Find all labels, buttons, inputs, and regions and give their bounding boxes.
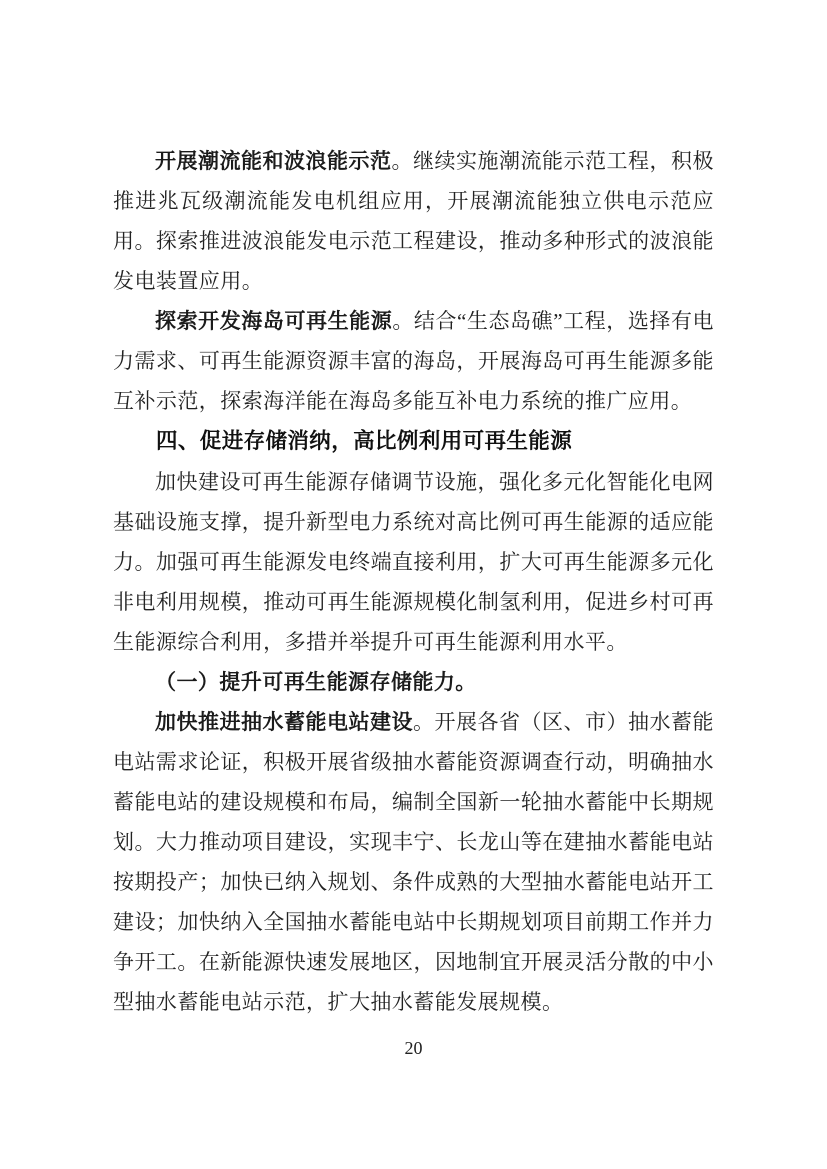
paragraph-lead-bold: 加快推进抽水蓄能电站建设 — [155, 710, 414, 734]
paragraph-tidal-wave-energy-demo — [113, 141, 714, 301]
paragraph-text: 。开展各省（区、市）抽水蓄能电站需求论证，积极开展省级抽水蓄能资源调查行动，明确抽水蓄能电站的建设规模和布局，编制全国新一轮抽水蓄能中长期规划。大力推动项目建设，实现丰宁、长龙山等在建抽水蓄能电站按期投产；加快已纳入规划、条件成熟的大型抽水蓄能电站开工建设；加快纳入全国抽水蓄能电站中长期规划项目前期工作并力争开工。在新能源快速发展地区，因地制宜开展灵活分散的中小型抽水蓄能电站示范，扩大抽水蓄能发展规模。 — [113, 710, 714, 1014]
paragraph-text: 加快建设可再生能源存储调节设施，强化多元化智能化电网基础设施支撑，提升新型电力系统对高比例可再生能源的适应能力。加强可再生能源发电终端直接利用，扩大可再生能源多元化非电利用规模，推动可再生能源规模化制氢利用，促进乡村可再生能源综合利用，多措并举提升可再生能源利用水平。 — [113, 470, 714, 654]
paragraph-storage-consumption-overview — [113, 462, 714, 662]
paragraph-lead-bold: 探索开发海岛可再生能源 — [155, 309, 393, 333]
section-heading-four: 四、促进存储消纳，高比例利用可再生能源 — [156, 429, 573, 453]
paragraph-pumped-storage-construction — [113, 702, 714, 1022]
document-body — [113, 141, 714, 1022]
page-number: 20 — [404, 1038, 423, 1058]
paragraph-text: 。结合“生态岛礁”工程，选择有电力需求、可再生能源资源丰富的海岛，开展海岛可再生能源多能互补示范，探索海洋能在海岛多能互补电力系统的推广应用。 — [113, 309, 715, 413]
paragraph-island-renewable-energy — [113, 301, 714, 421]
paragraph-lead-bold: 开展潮流能和波浪能示范 — [155, 149, 392, 173]
sub-heading-storage-capacity: （一）提升可再生能源存储能力。 — [155, 670, 477, 694]
paragraph-text: 。继续实施潮流能示范工程，积极推进兆瓦级潮流能发电机组应用，开展潮流能独立供电示范应用。探索推进波浪能发电示范工程建设，推动多种形式的波浪能发电装置应用。 — [113, 149, 715, 293]
